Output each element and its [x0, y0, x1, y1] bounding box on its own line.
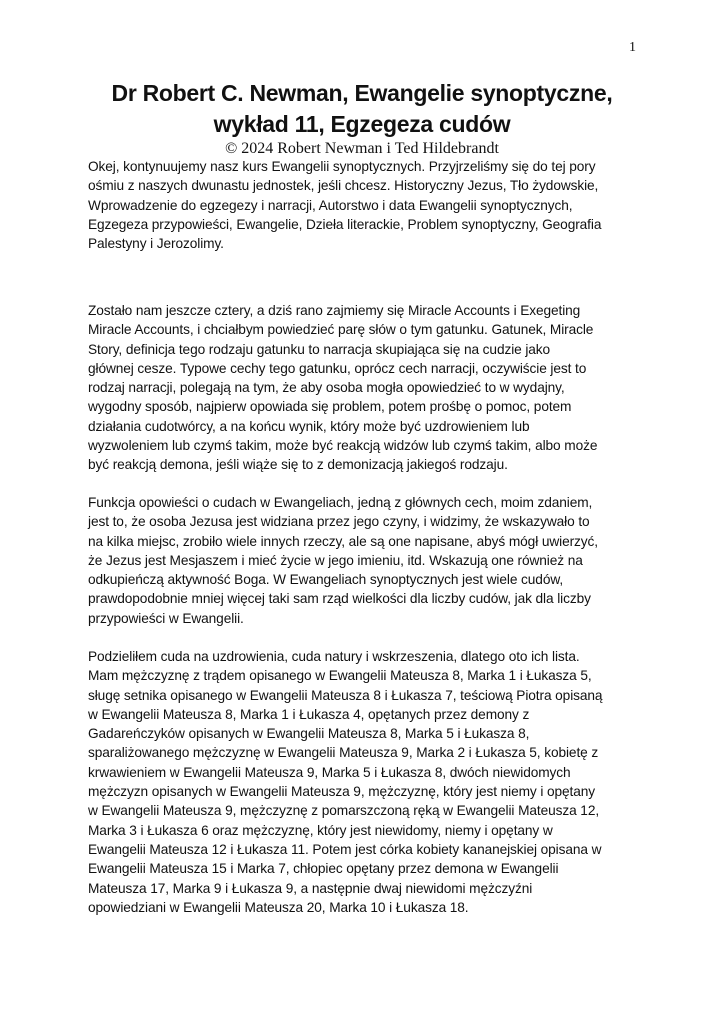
- title-line: wykład 11, Egzegeza cudów: [213, 111, 511, 137]
- text-line: Gadareńczyków opisanych w Ewangelii Mateusza 8, Marka 5 i Łukasza 8,: [88, 726, 530, 742]
- text-line: ośmiu z naszych dwunastu jednostek, jeśli chcesz. Historyczny Jezus, Tło żydowskie,: [88, 178, 599, 194]
- text-line: Okej, kontynuujemy nasz kurs Ewangelii synoptycznych. Przyjrzeliśmy się do tej pory: [88, 159, 596, 174]
- text-line: Palestyny i Jerozolimy.: [88, 236, 224, 252]
- text-line: Egzegeza przypowieści, Ewangelie, Dzieła literackie, Problem synoptyczny, Geografia: [88, 216, 602, 232]
- text-line: sparaliżowanego mężczyznę w Ewangelii Mateusza 9, Marka 2 i Łukasza 5, kobietę z: [88, 745, 599, 761]
- paragraph-2: [88, 301, 597, 475]
- text-line: przypowieści w Ewangelii.: [88, 610, 244, 626]
- text-line: że Jezus jest Mesjaszem i mieć życie w jego imieniu, itd. Wskazują one również na: [88, 552, 583, 568]
- text-line: Marka 3 i Łukasza 6 oraz mężczyznę, który jest niewidomy, niemy i opętany w: [88, 822, 553, 838]
- text-line: w Ewangelii Mateusza 8, Marka 1 i Łukasza 4, opętanych przez demony z: [88, 706, 530, 722]
- text-line: Ewangelii Mateusza 12 i Łukasza 11. Potem jest córka kobiety kananejskiej opisana w: [88, 841, 602, 857]
- text-line: sługę setnika opisanego w Ewangelii Mateusza 8 i Łukasza 7, teściową Piotra opisaną: [88, 687, 603, 703]
- copyright-notice: © 2024 Robert Newman i Ted Hildebrandt: [225, 140, 499, 157]
- text-line: Zostało nam jeszcze cztery, a dziś rano zajmiemy się Miracle Accounts i Exegeting: [88, 303, 581, 318]
- text-line: być reakcją demona, jeśli wiąże się to z demonizacją jakiegoś rodzaju.: [88, 457, 508, 473]
- paragraph-1: [88, 157, 601, 253]
- text-line: Funkcja opowieści o cudach w Ewangeliach, jedną z głównych cech, moim zdaniem,: [88, 495, 593, 510]
- text-line: Miracle Accounts, i chciałbym powiedzieć parę słów o tym gatunku. Gatunek, Miracle: [88, 322, 594, 338]
- text-line: Story, definicja tego rodzaju gatunku to narracja skupiająca się na cudzie jako: [88, 341, 551, 357]
- text-line: wygodny sposób, najpierw opowiada się problem, potem prośbę o pomoc, potem: [88, 399, 572, 415]
- text-line: w Ewangelii Mateusza 9, mężczyznę z pomarszczoną ręką w Ewangelii Mateusza 12,: [88, 803, 600, 819]
- text-line: Podzieliłem cuda na uzdrowienia, cuda natury i wskrzeszenia, dlatego oto ich lista.: [88, 649, 580, 664]
- text-line: na kilka miejsc, zrobiło wiele innych rzeczy, ale są one napisane, abyś mógł uwierzyć,: [88, 533, 598, 549]
- title-line: Dr Robert C. Newman, Ewangelie synoptyczne,: [111, 80, 613, 106]
- text-line: Wprowadzenie do egzegezy i narracji, Autorstwo i data Ewangelii synoptycznych,: [88, 197, 573, 213]
- text-line: jest to, że osoba Jezusa jest widziana przez jego czyny, i widzimy, że wskazywało to: [88, 514, 590, 530]
- page-number: 1: [629, 40, 636, 55]
- text-line: rodzaj narracji, polegają na tym, że aby osoba mogła opowiedzieć to w wydajny,: [88, 380, 565, 396]
- text-line: krwawieniem w Ewangelii Mateusza 9, Marka 5 i Łukasza 8, dwóch niewidomych: [88, 764, 571, 780]
- paragraph-3: [88, 493, 598, 628]
- text-line: działania cudotwórcy, a na końcu wynik, który może być uzdrowieniem lub: [88, 418, 530, 434]
- text-line: odkupieńczą aktywność Boga. W Ewangeliach synoptycznych jest wiele cudów,: [88, 572, 564, 588]
- text-line: opowiedziani w Ewangelii Mateusza 20, Marka 10 i Łukasza 18.: [88, 899, 469, 915]
- text-line: Mateusza 17, Marka 9 i Łukasza 9, a następnie dwaj niewidomi mężczyźni: [88, 880, 533, 896]
- paragraph-4: [88, 647, 602, 917]
- text-line: głównej cesze. Typowe cechy tego gatunku, oprócz cech narracji, oczywiście jest to: [88, 360, 587, 376]
- text-line: prawdopodobnie mniej więcej taki sam rząd wielkości dla liczby cudów, jak dla liczby: [88, 591, 591, 607]
- text-line: Ewangelii Mateusza 15 i Marka 7, chłopiec opętany przez demona w Ewangelii: [88, 861, 559, 877]
- text-line: wyzwoleniem lub czymś takim, może być reakcją widzów lub czymś takim, albo może: [88, 438, 598, 454]
- document-title: [0, 78, 724, 140]
- text-line: Mam mężczyznę z trądem opisanego w Ewangelii Mateusza 8, Marka 1 i Łukasza 5,: [88, 668, 592, 684]
- text-line: mężczyzn opisanych w Ewangelii Mateusza 9, mężczyznę, który jest niemy i opętany: [88, 784, 596, 800]
